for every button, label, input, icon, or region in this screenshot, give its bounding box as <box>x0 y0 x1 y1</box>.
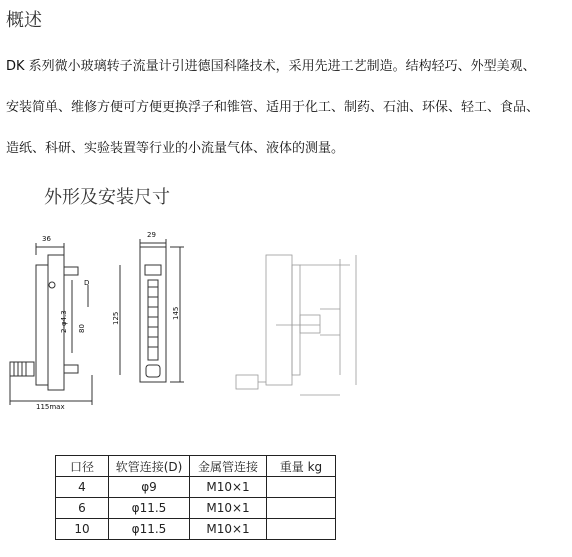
cell-caliber: 6 <box>56 498 109 519</box>
header-weight: 重量 kg <box>267 456 336 477</box>
dim-label-d: D <box>84 279 90 287</box>
cell-hose: φ11.5 <box>109 498 190 519</box>
cell-hose: φ11.5 <box>109 519 190 540</box>
hose-connector-top <box>64 267 78 275</box>
cell-weight <box>267 477 336 498</box>
cell-weight <box>267 498 336 519</box>
cell-metal: M10×1 <box>190 519 267 540</box>
meter-window <box>145 265 161 275</box>
table-row <box>56 519 336 540</box>
table-row <box>56 498 336 519</box>
overview-title: 概述 <box>6 10 42 31</box>
dimensions-title: 外形及安装尺寸 <box>44 187 170 208</box>
table-header-row <box>56 456 336 477</box>
spec-table <box>55 455 336 540</box>
meter-body-left <box>36 265 48 385</box>
cell-weight <box>267 519 336 540</box>
dimension-drawing <box>0 225 572 410</box>
hose-connector-bottom <box>64 365 78 373</box>
dim-label-thread: 2-φ4.3 <box>60 310 68 333</box>
meter-tube <box>148 280 158 360</box>
cell-metal: M10×1 <box>190 477 267 498</box>
cell-metal: M10×1 <box>190 498 267 519</box>
cell-hose: φ9 <box>109 477 190 498</box>
dim-label-29: 29 <box>147 231 156 239</box>
header-hose: 软管连接(D) <box>109 456 190 477</box>
cell-caliber: 10 <box>56 519 109 540</box>
dim-label-36: 36 <box>42 235 51 243</box>
dim-label-115max: 115max <box>36 403 65 410</box>
table-row <box>56 477 336 498</box>
dim-label-145: 145 <box>172 306 180 320</box>
dim-label-125: 125 <box>112 311 120 325</box>
dim-label-80: 80 <box>78 324 86 333</box>
meter-valve-window <box>146 365 160 377</box>
header-caliber: 口径 <box>56 456 109 477</box>
meter-side-frame <box>266 255 292 385</box>
overview-line-1: DK 系列微小玻璃转子流量计引进德国科隆技术，采用先进工艺制造。结构轻巧、外型美观、 <box>6 59 536 74</box>
overview-line-3: 造纸、科研、实验装置等行业的小流量气体、液体的测量。 <box>6 141 345 156</box>
meter-front-frame <box>140 247 166 382</box>
overview-line-2: 安装简单、维修方便可方便更换浮子和锥管、适用于化工、制药、石油、环保、轻工、食品、 <box>6 100 540 115</box>
cell-caliber: 4 <box>56 477 109 498</box>
header-metal: 金属管连接 <box>190 456 267 477</box>
